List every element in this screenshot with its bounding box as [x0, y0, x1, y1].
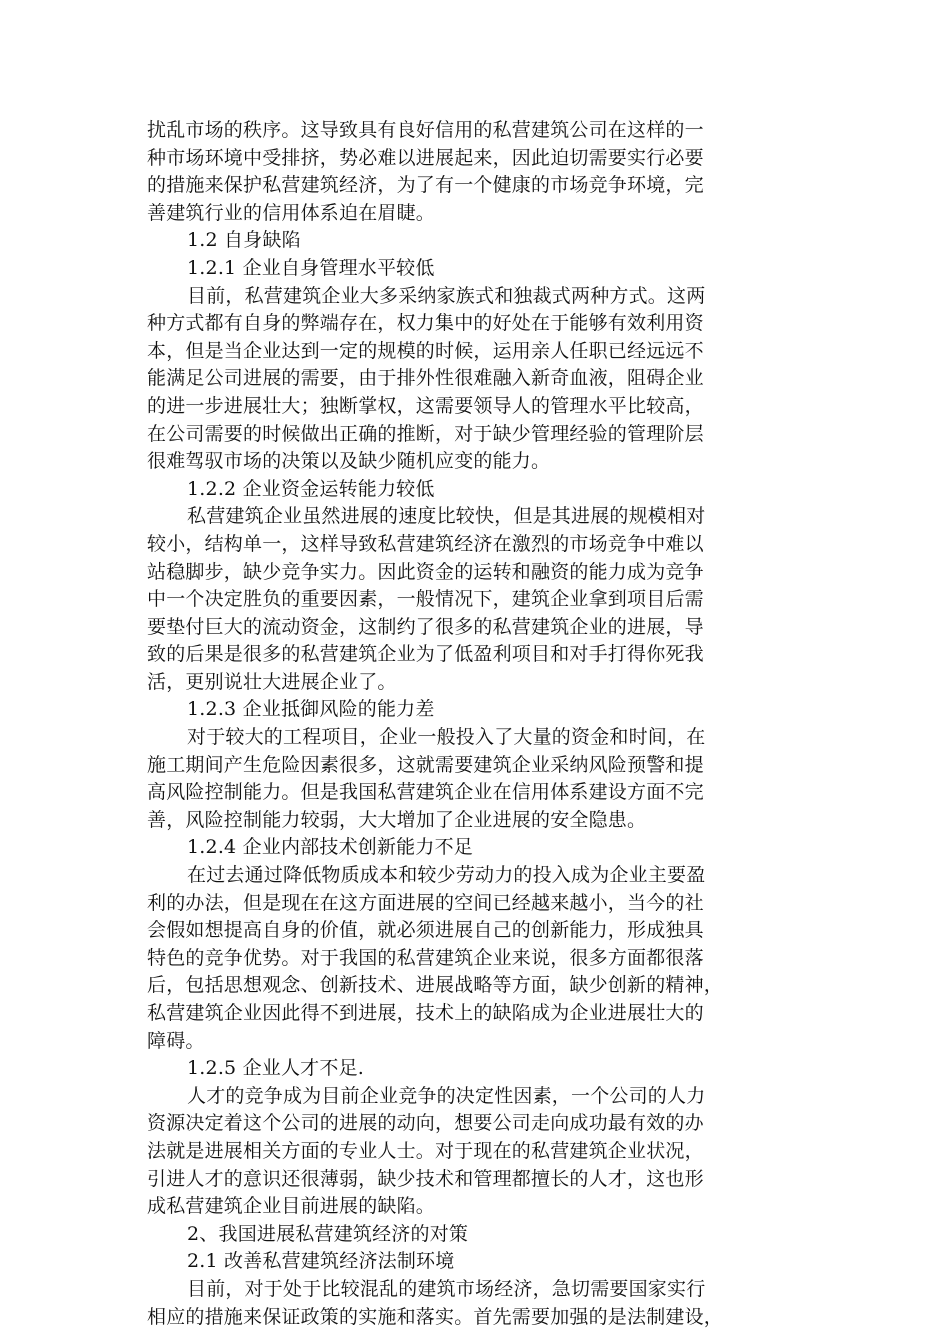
- text-line: 高风险控制能力。但是我国私营建筑企业在信用体系建设方面不完: [147, 781, 704, 804]
- text-line: 1.2.3 企业抵御风险的能力差: [187, 698, 435, 721]
- text-line: 1.2 自身缺陷: [187, 229, 301, 252]
- text-line: 目前，对于处于比较混乱的建筑市场经济，急切需要国家实行: [187, 1277, 706, 1300]
- text-line: 私营建筑企业虽然进展的速度比较快，但是其进展的规模相对: [187, 505, 706, 528]
- text-line: 种方式都有自身的弊端存在，权力集中的好处在于能够有效利用资: [147, 312, 704, 335]
- text-line: 2、我国进展私营建筑经济的对策: [187, 1222, 469, 1245]
- text-line: 相应的措施来保证政策的实施和落实。首先需要加强的是法制建设，: [147, 1305, 724, 1328]
- text-line: 种市场环境中受排挤，势必难以进展起来，因此迫切需要实行必要: [147, 146, 704, 169]
- text-line: 1.2.5 企业人才不足.: [187, 1057, 365, 1080]
- text-line: 2.1 改善私营建筑经济法制环境: [187, 1250, 455, 1273]
- text-line: 人才的竞争成为目前企业竞争的决定性因素，一个公司的人力: [187, 1084, 706, 1107]
- text-line: 施工期间产生危险因素很多，这就需要建筑企业采纳风险预警和提: [147, 753, 704, 776]
- text-line: 目前，私营建筑企业大多采纳家族式和独裁式两种方式。这两: [187, 284, 706, 307]
- text-line: 私营建筑企业因此得不到进展，技术上的缺陷成为企业进展壮大的: [147, 1002, 704, 1024]
- text-line: 活，更别说壮大进展企业了。: [147, 670, 397, 693]
- text-line: 法就是进展相关方面的专业人士。对于现在的私营建筑企业状况，: [147, 1139, 704, 1162]
- text-line: 要垫付巨大的流动资金，这制约了很多的私营建筑企业的进展，导: [147, 615, 704, 638]
- text-line: 的措施来保护私营建筑经济，为了有一个健康的市场竞争环境，完: [147, 174, 704, 197]
- text-line: 障碍。: [147, 1029, 205, 1052]
- text-line: 致的后果是很多的私营建筑企业为了低盈利项目和对手打得你死我: [147, 643, 704, 666]
- text-line: 站稳脚步，缺少竞争实力。因此资金的运转和融资的能力成为竞争: [147, 560, 704, 583]
- text-line: 在过去通过降低物质成本和较少劳动力的投入成为企业主要盈: [187, 864, 706, 887]
- text-line: 引进人才的意识还很薄弱，缺少技术和管理都擅长的人才，这也形: [147, 1167, 704, 1190]
- text-line: 扰乱市场的秩序。这导致具有良好信用的私营建筑公司在这样的一: [147, 119, 704, 141]
- text-line: 成私营建筑企业目前进展的缺陷。: [147, 1195, 436, 1218]
- text-line: 在公司需要的时候做出正确的推断，对于缺少管理经验的管理阶层: [147, 422, 704, 445]
- text-line: 利的办法，但是现在在这方面进展的空间已经越来越小，当今的社: [147, 891, 704, 914]
- text-line: 1.2.1 企业自身管理水平较低: [187, 256, 435, 279]
- text-line: 善建筑行业的信用体系迫在眉睫。: [147, 201, 436, 224]
- document-body: [147, 117, 799, 1331]
- text-line: 善，风险控制能力较弱，大大增加了企业进展的安全隐患。: [147, 808, 647, 831]
- text-line: 本，但是当企业达到一定的规模的时候，运用亲人任职已经远远不: [147, 339, 704, 362]
- text-line: 1.2.2 企业资金运转能力较低: [187, 477, 435, 500]
- text-line: 特色的竞争优势。对于我国的私营建筑企业来说，很多方面都很落: [147, 946, 704, 969]
- text-line: 资源决定着这个公司的进展的动向，想要公司走向成功最有效的办: [147, 1112, 704, 1135]
- text-line: 对于较大的工程项目，企业一般投入了大量的资金和时间，在: [187, 726, 706, 749]
- text-line: 较小，结构单一，这样导致私营建筑经济在激烈的市场竞争中难以: [147, 532, 704, 555]
- text-line: 中一个决定胜负的重要因素，一般情况下，建筑企业拿到项目后需: [147, 588, 704, 611]
- text-line: 会假如想提高自身的价值，就必须进展自己的创新能力，形成独具: [147, 919, 704, 942]
- text-line: 很难驾驭市场的决策以及缺少随机应变的能力。: [147, 450, 551, 473]
- text-line: 后，包括思想观念、创新技术、进展战略等方面，缺少创新的精神，: [147, 974, 724, 997]
- text-line: 能满足公司进展的需要，由于排外性很难融入新奇血液，阻碍企业: [147, 367, 704, 390]
- text-line: 1.2.4 企业内部技术创新能力不足: [187, 836, 473, 859]
- text-line: 的进一步进展壮大；独断掌权，这需要领导人的管理水平比较高，: [147, 394, 704, 417]
